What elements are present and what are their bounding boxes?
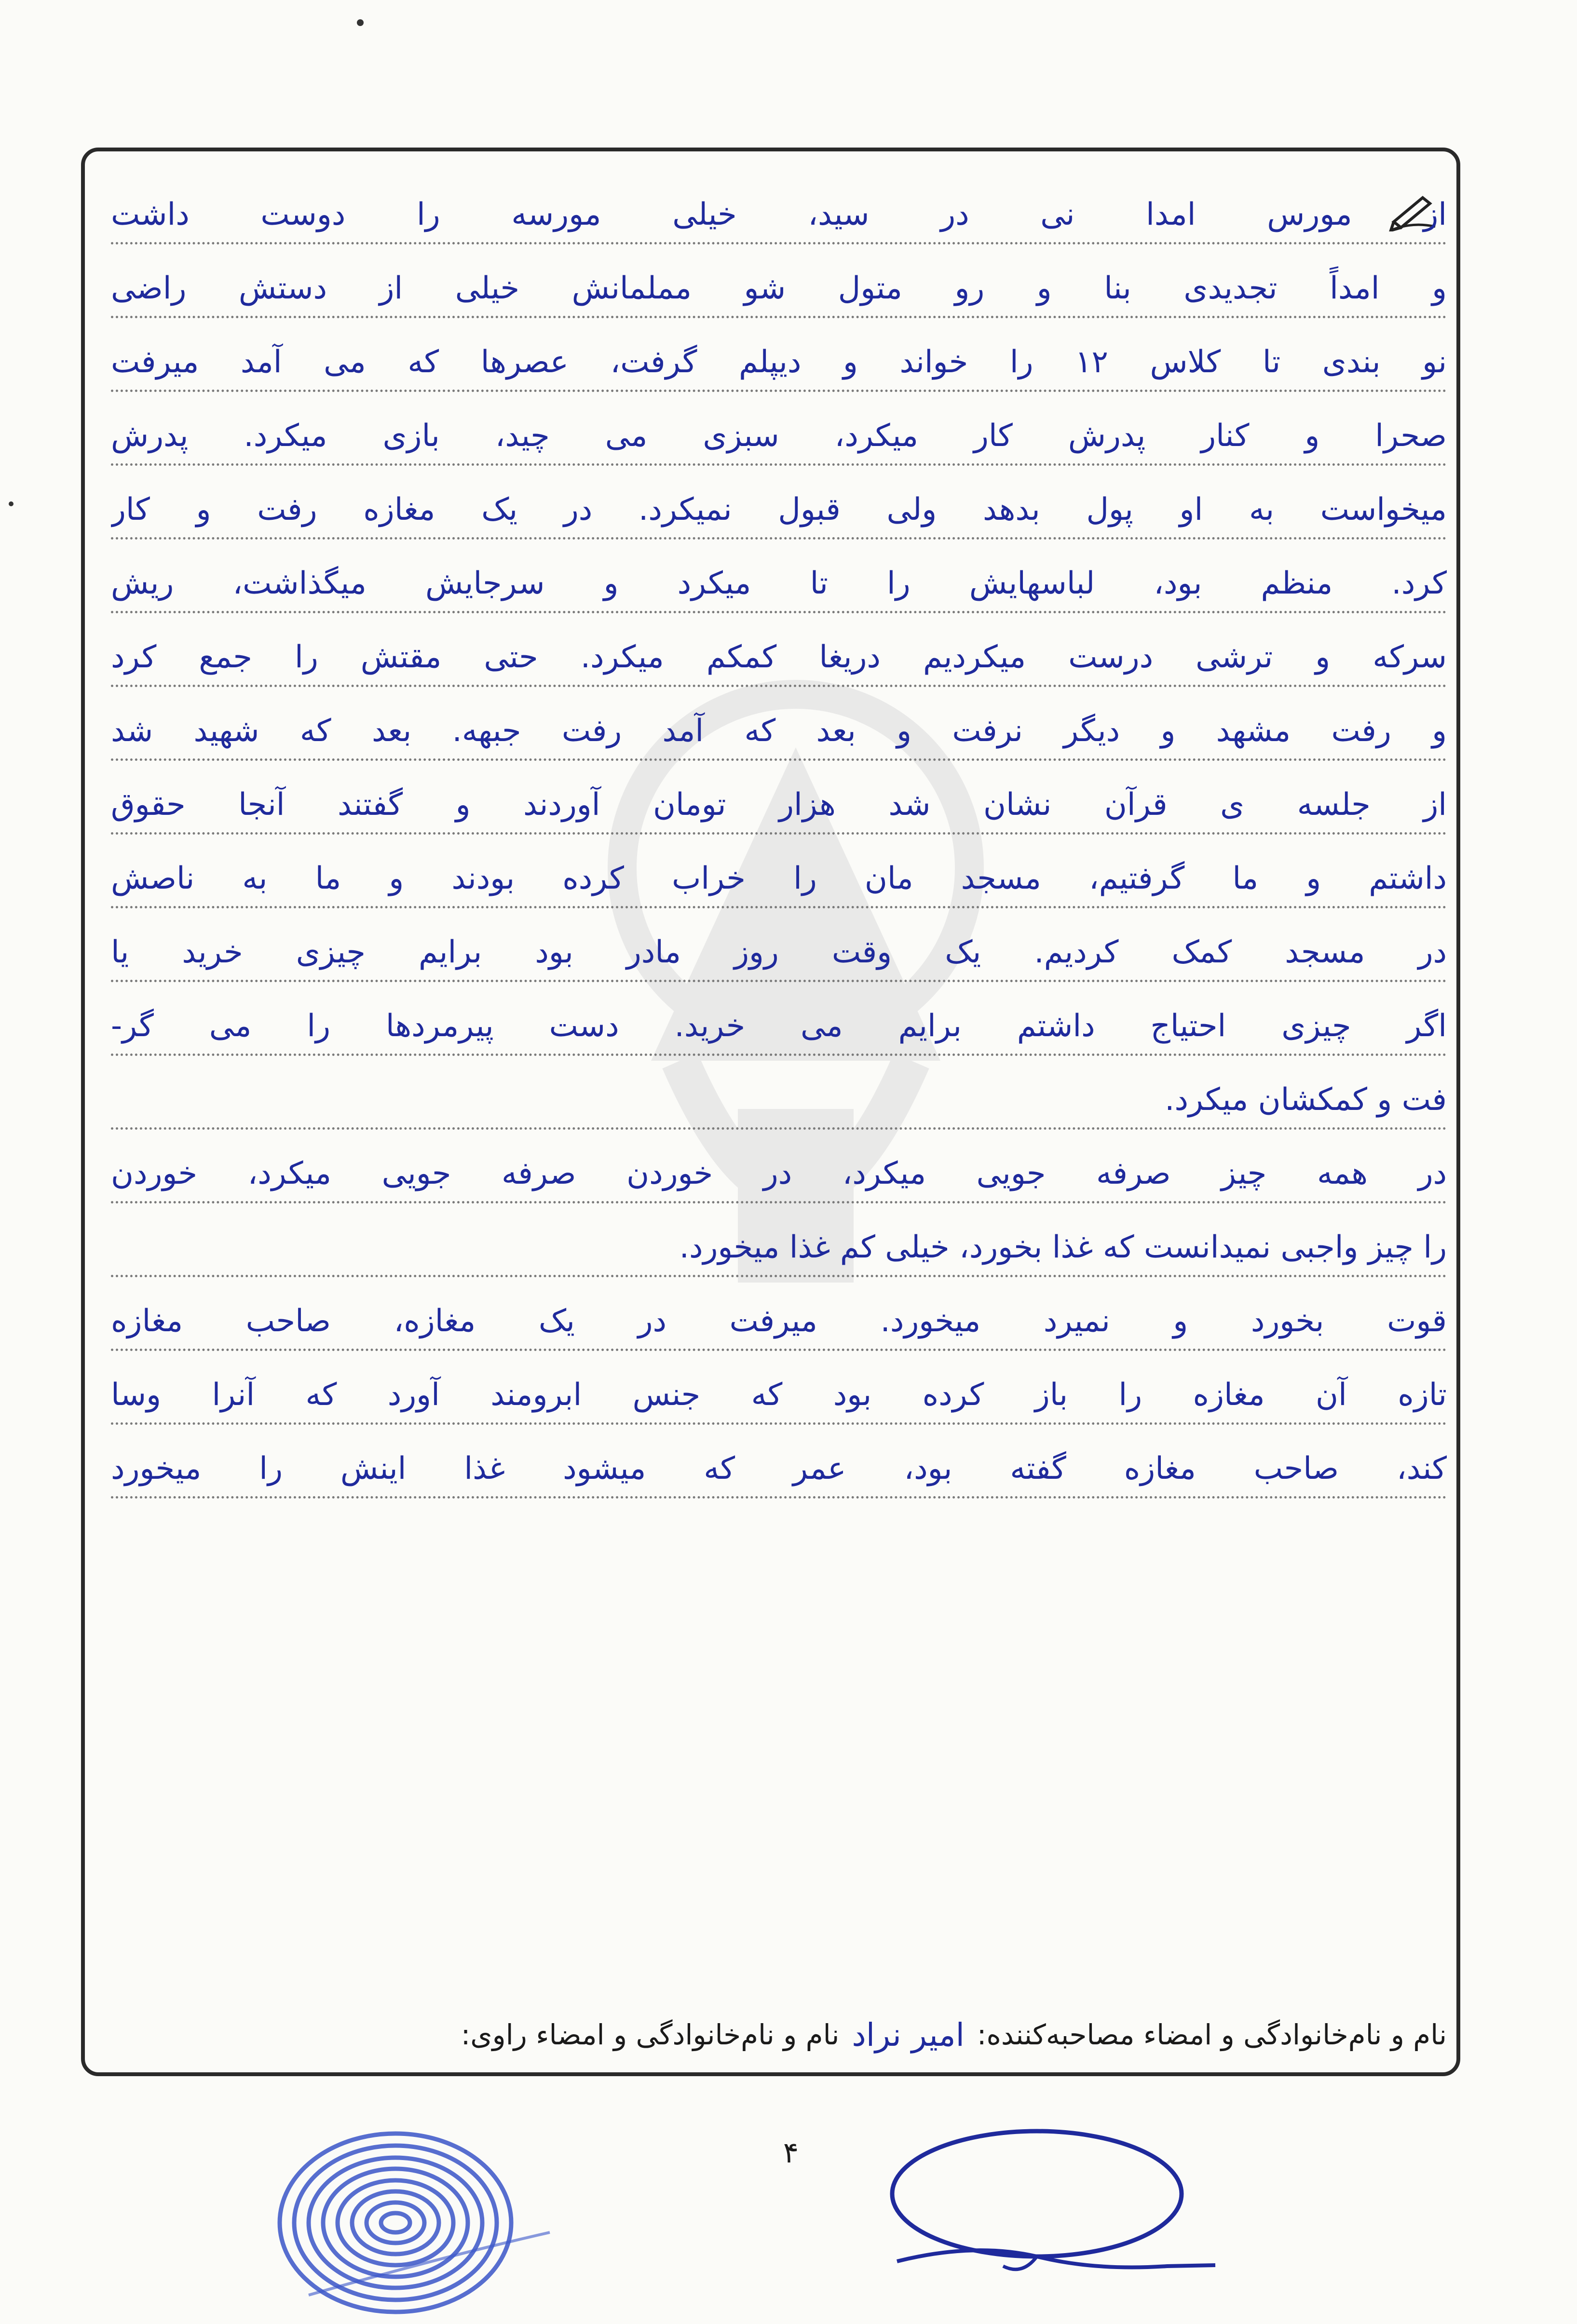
handwritten-line: تازه آن مغازه را باز کرده بود که جنس ابرومند آورد که آنرا وسا xyxy=(111,1368,1447,1425)
interviewer-label: نام و نام‌خانوادگی و امضاء مصاحبه‌کننده: xyxy=(977,2018,1447,2051)
handwritten-line: اگر چیزی احتیاج داشتم برایم می خرید. دست پیرمردها را می گر- xyxy=(111,1000,1447,1056)
handwritten-line: نو بندی تا کلاس ۱۲ را خواند و دیپلم گرفت، عصرها که می آمد میرفت xyxy=(111,336,1447,392)
handwritten-line: صحرا و کنار پدرش کار میکرد، سبزی می چید، بازی میکرد. پدرش xyxy=(111,409,1447,466)
handwritten-line: میخواست به او پول بدهد ولی قبول نمیکرد. در یک مغازه رفت و کار xyxy=(111,483,1447,540)
handwritten-line: فت و کمکشان میکرد. xyxy=(111,1073,1447,1130)
handwritten-line: داشتم و ما گرفتیم، مسجد مان را خراب کرده بودند و ما به ناصش xyxy=(111,852,1447,908)
fingerprint-mark xyxy=(251,2112,559,2319)
narrator-label: نام و نام‌خانوادگی و امضاء راوی: xyxy=(461,2018,840,2051)
handwritten-line: در همه چیز صرفه جویی میکرد، در خوردن صرفه جویی میکرد، خوردن xyxy=(111,1147,1447,1203)
handwritten-line: در مسجد کمک کردیم. یک وقت روز مادر بود برایم چیزی خرید یا xyxy=(111,926,1447,982)
handwritten-line: کند، صاحب مغازه گفته بود، عمر که میشود غذا اینش را میخورد xyxy=(111,1442,1447,1499)
handwritten-line: کرد. منظم بود، لباسهایش را تا میکرد و سرجایش میگذاشت، ریش xyxy=(111,557,1447,613)
handwritten-line: از جلسه ی قرآن نشان شد هزار تومان آوردند و گفتند آنجا حقوق xyxy=(111,778,1447,835)
signature-mark xyxy=(878,2121,1244,2285)
page-number: ۴ xyxy=(783,2136,799,2170)
handwritten-line: را چیز واجبی نمیدانست که غذا بخورد، خیلی کم غذا میخورد. xyxy=(111,1221,1447,1277)
handwritten-line: از مورس امدا نی در سید، خیلی مورسه را دوست داشت xyxy=(111,188,1447,244)
signature-footer xyxy=(106,2008,1447,2061)
handwritten-line: و رفت مشهد و دیگر نرفت و بعد که آمد رفت جبهه. بعد که شهید شد xyxy=(111,704,1447,761)
handwritten-line: و امداً تجدیدی بنا و رو متول شو مملمانش خیلی از دستش راضی xyxy=(111,262,1447,318)
handwritten-line: قوت بخورد و نمیرد میخورد. میرفت در یک مغازه، صاحب مغازه xyxy=(111,1295,1447,1351)
handwritten-line: سرکه و ترشی درست میکردیم دریغا کمکم میکرد. حتی مقتش را جمع کرد xyxy=(111,631,1447,687)
interviewer-name: امیر نراد xyxy=(852,2016,965,2054)
